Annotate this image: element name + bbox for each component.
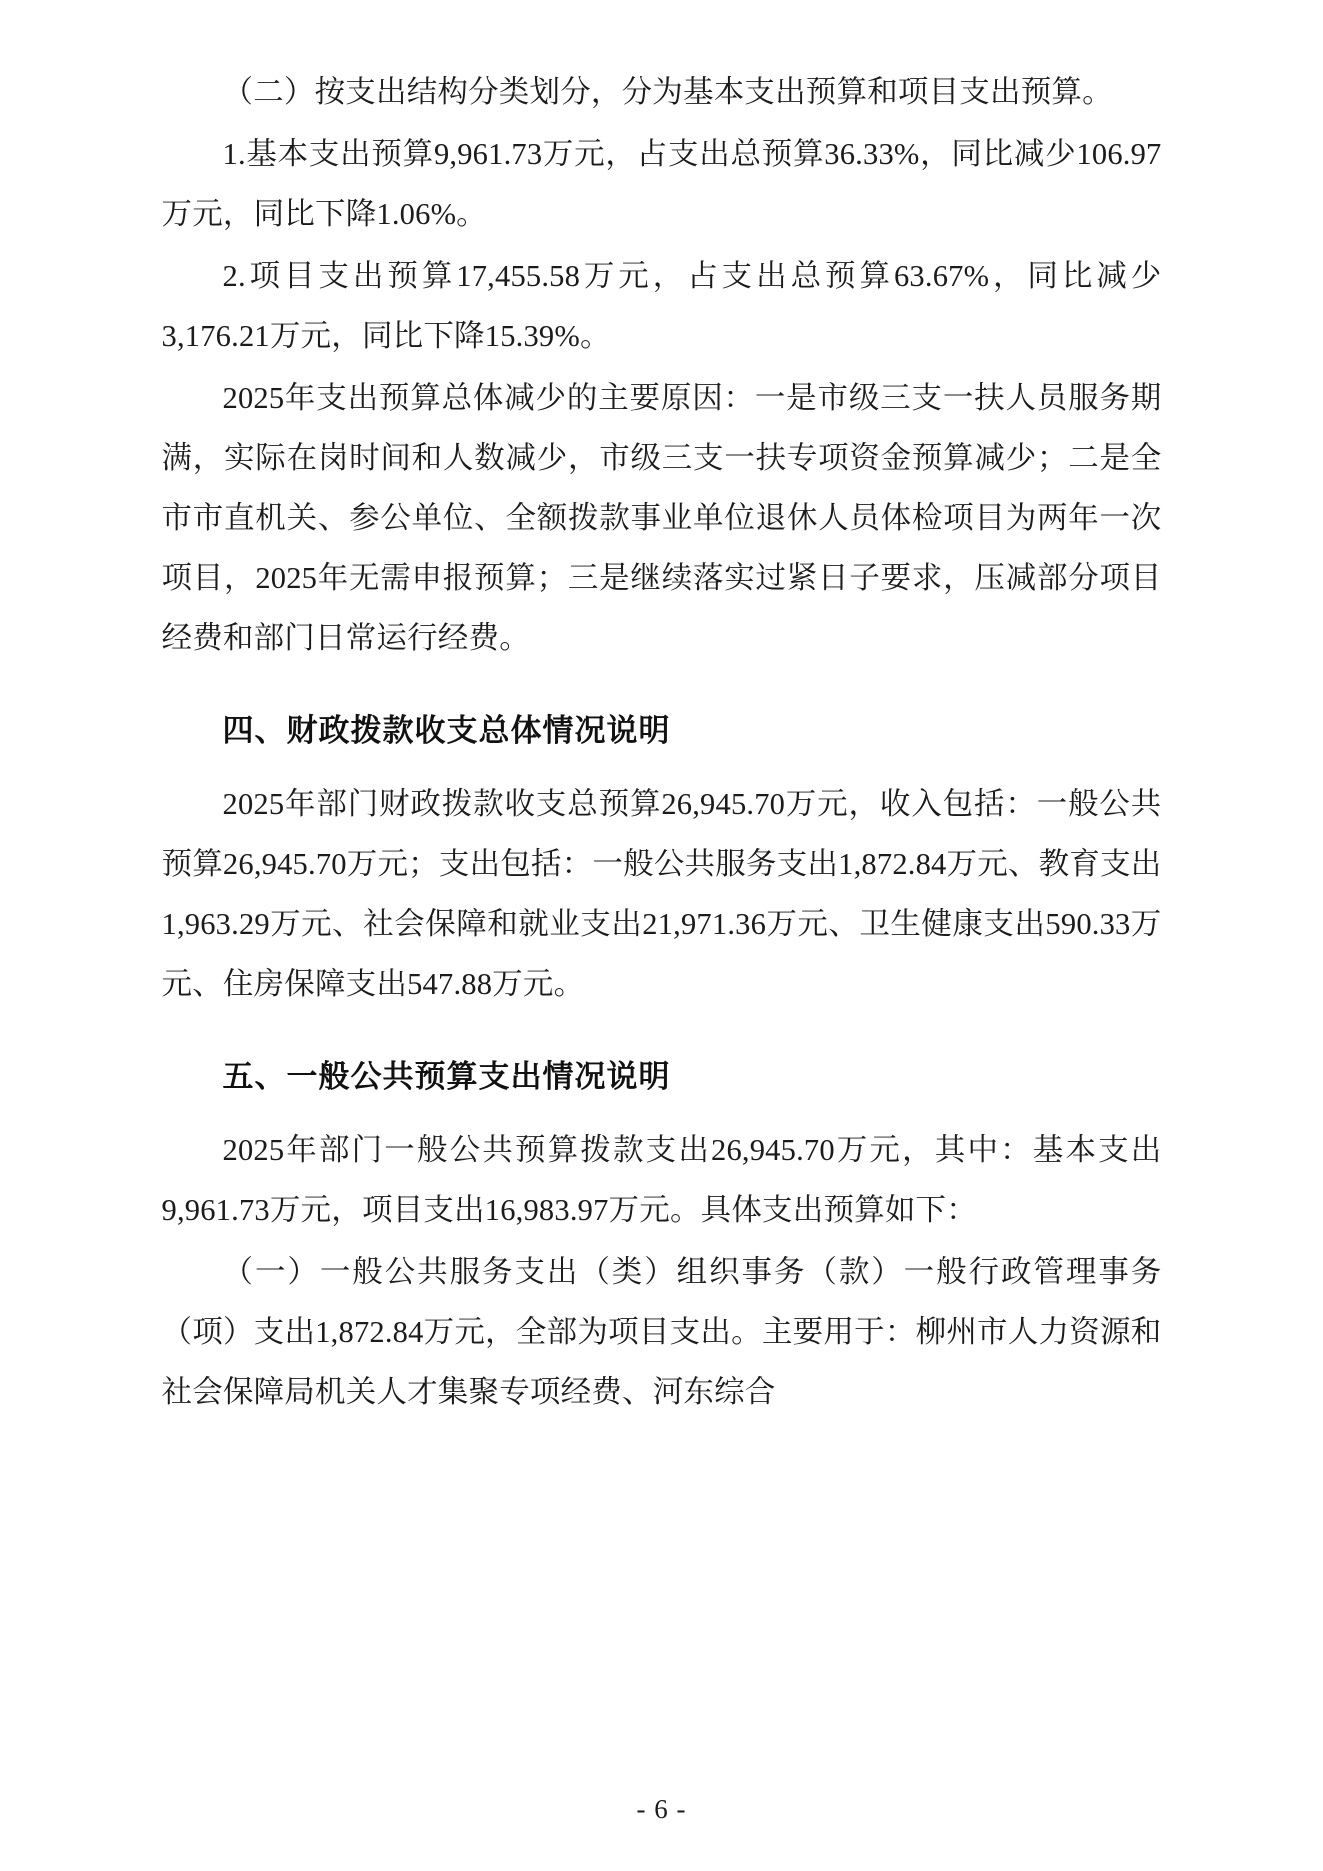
paragraph-general-public-service-detail: （一）一般公共服务支出（类）组织事务（款）一般行政管理事务（项）支出1,872.84万元，全部为项目支出。主要用于：柳州市人力资源和社会保障局机关人才集聚专项经费、河东综合	[161, 1255, 1162, 1409]
heading-section-four: 四、财政拨款收支总体情况说明	[222, 713, 671, 748]
paragraph-general-public-budget-expenditure: 2025年部门一般公共预算拨款支出26,945.70万元，其中：基本支出9,961.73万元，项目支出16,983.97万元。具体支出预算如下：	[161, 1133, 1162, 1227]
paragraph-expenditure-structure-intro: （二）按支出结构分类划分，分为基本支出预算和项目支出预算。	[222, 75, 1113, 109]
paragraph-fiscal-appropriation-total: 2025年部门财政拨款收支总预算26,945.70万元，收入包括：一般公共预算26,945.70万元；支出包括：一般公共服务支出1,872.84万元、教育支出1,963.29万元、社会保障和就业支出21,971.36万元、卫生健康支出590.33万元、住房保障支出547.88万元。	[161, 787, 1162, 1001]
document-body	[162, 62, 1162, 1422]
paragraph-decrease-reasons: 2025年支出预算总体减少的主要原因：一是市级三支一扶人员服务期满，实际在岗时间和人数减少，市级三支一扶专项资金预算减少；二是全市市直机关、参公单位、全额拨款事业单位退休人员体检项目为两年一次项目，2025年无需申报预算；三是继续落实过紧日子要求，压减部分项目经费和部门日常运行经费。	[161, 381, 1162, 655]
page-number: - 6 -	[636, 1794, 687, 1824]
paragraph-project-expenditure-budget: 2.项目支出预算17,455.58万元，占支出总预算63.67%，同比减少3,176.21万元，同比下降15.39%。	[161, 259, 1162, 353]
heading-section-five: 五、一般公共预算支出情况说明	[222, 1059, 671, 1094]
paragraph-basic-expenditure-budget: 1.基本支出预算9,961.73万元，占支出总预算36.33%，同比减少106.97万元，同比下降1.06%。	[161, 137, 1162, 231]
